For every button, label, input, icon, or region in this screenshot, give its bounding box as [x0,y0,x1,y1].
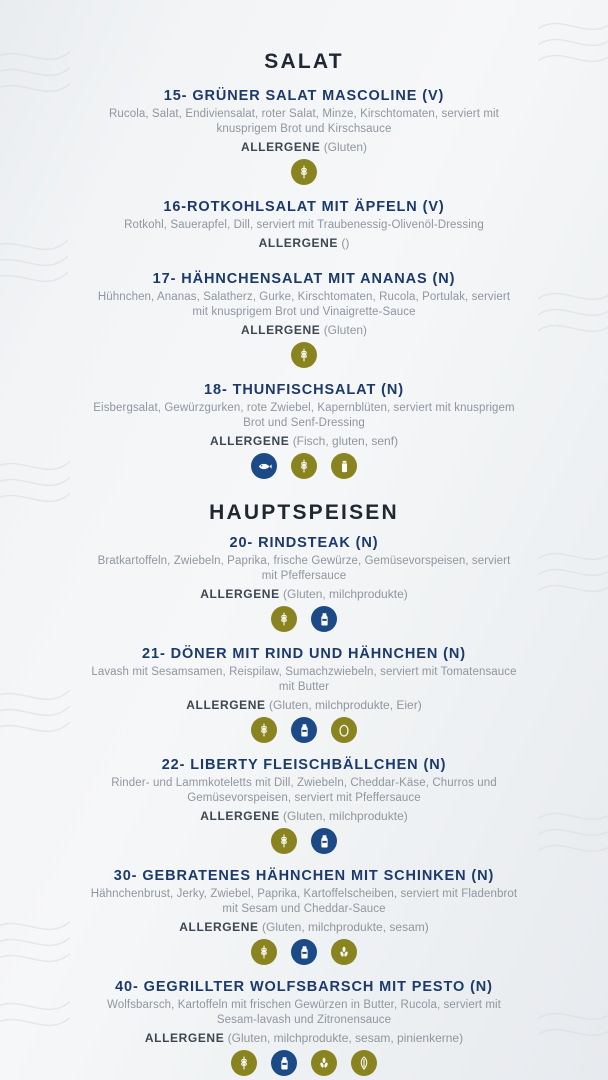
menu-item [40,199,568,257]
gluten-icon [291,342,317,368]
item-name: 18- THUNFISCHSALAT (N) [204,382,404,398]
allergen-icons [40,717,568,743]
fish-icon [251,453,277,479]
item-description: Hühnchen, Ananas, Salatherz, Gurke, Kirschtomaten, Rucola, Portulak, serviert mit knusprigem Brot und Vinaigrette-Sauce [97,291,511,318]
item-description: Lavash mit Sesamsamen, Reispilaw, Sumachzwiebeln, serviert mit Tomatensauce mit Butter [91,666,517,693]
allergen-icons [40,939,568,965]
gluten-icon [291,159,317,185]
item-name: 30- GEBRATENES HÄHNCHEN MIT SCHINKEN (N) [113,868,495,884]
item-name: 40- GEGRILLTER WOLFSBARSCH MIT PESTO (N) [115,979,493,995]
egg-icon [331,717,357,743]
sesame-icon [311,1050,337,1076]
gluten-icon [251,939,277,965]
item-name: 16-ROTKOHLSALAT MIT ÄPFELN (V) [163,199,445,215]
allergene-label: ALLERGENE [186,698,266,712]
allergen-icons [40,159,568,185]
section-title-hauptspeisen: HAUPTSPEISEN [209,501,399,524]
allergene-label: ALLERGENE [240,323,321,337]
allergene-value: (Gluten, milchprodukte) [283,809,408,823]
menu-item [40,535,568,632]
allergene-value: (Gluten, milchprodukte, Eier) [269,698,422,712]
allergene-line [40,323,568,337]
menu-item [40,868,568,965]
allergene-line [40,140,568,154]
item-name: 22- LIBERTY FLEISCHBÄLLCHEN (N) [161,757,447,773]
gluten-icon [231,1050,257,1076]
gluten-icon [271,828,297,854]
allergene-label: ALLERGENE [209,434,290,448]
section-title-salat: SALAT [264,50,344,73]
allergene-label: ALLERGENE [200,587,280,601]
allergen-icons [40,606,568,632]
allergen-icons [40,1050,568,1076]
gluten-icon [291,453,317,479]
gluten-icon [271,606,297,632]
allergene-line [40,434,568,448]
item-description: Hähnchenbrust, Jerky, Zwiebel, Paprika, Kartoffelscheiben, serviert mit Fladenbrot mit Sesam und Cheddar-Sauce [90,888,518,915]
menu-item [40,646,568,743]
menu-item [40,271,568,368]
menu-item [40,382,568,479]
allergene-value: (Gluten, milchprodukte) [283,587,408,601]
mustard-icon [331,453,357,479]
milk-icon [311,828,337,854]
sesame-icon [331,939,357,965]
allergene-value: (Gluten, milchprodukte, sesam, pinienkerne) [227,1031,464,1045]
allergene-line [40,698,568,712]
item-name: 15- GRÜNER SALAT MASCOLINE (V) [163,88,445,104]
allergen-icons [40,255,568,257]
item-name: 17- HÄHNCHENSALAT MIT ANANAS (N) [152,271,456,287]
item-description: Bratkartoffeln, Zwiebeln, Paprika, frische Gewürze, Gemüsevorspeisen, serviert mit Pfeffersauce [97,555,511,582]
milk-icon [291,939,317,965]
allergen-icons [40,453,568,479]
allergene-value: (Gluten, milchprodukte, sesam) [262,920,429,934]
item-name: 21- DÖNER MIT RIND UND HÄHNCHEN (N) [142,646,466,662]
allergene-value: (Gluten) [323,323,368,337]
allergene-value: (Fisch, gluten, senf) [292,434,399,448]
item-description: Rucola, Salat, Endiviensalat, roter Salat, Minze, Kirschtomaten, serviert mit knusprigem Brot und Kirschsauce [109,108,499,135]
menu-item [40,757,568,854]
milk-icon [291,717,317,743]
allergene-line [40,236,568,250]
allergene-label: ALLERGENE [200,809,280,823]
menu-item [40,979,568,1076]
item-description: Wolfsbarsch, Kartoffeln mit frischen Gewürzen in Butter, Rucola, serviert mit Sesam-lavash und Zitronensauce [107,999,501,1026]
item-description: Rinder- und Lammkoteletts mit Dill, Zwiebeln, Cheddar-Käse, Churros und Gemüsevorspeisen, serviert mit Pfeffersauce [111,777,497,804]
menu-item [40,88,568,185]
allergene-line [40,809,568,823]
gluten-icon [251,717,277,743]
allergene-label: ALLERGENE [144,1031,225,1045]
item-description: Rotkohl, Sauerapfel, Dill, serviert mit Traubenessig-Olivenöl-Dressing [124,219,484,231]
nut-icon [351,1050,377,1076]
allergene-label: ALLERGENE [258,236,339,250]
allergene-label: ALLERGENE [179,920,259,934]
allergene-value: (Gluten) [323,140,368,154]
milk-icon [311,606,337,632]
allergene-value: () [341,236,350,250]
allergene-label: ALLERGENE [240,140,321,154]
allergene-line [40,1031,568,1045]
allergen-icons [40,828,568,854]
item-description: Eisbergsalat, Gewürzgurken, rote Zwiebel, Kapernblüten, serviert mit knusprigem Brot und Senf-Dressing [93,402,515,429]
item-name: 20- RINDSTEAK (N) [229,535,379,551]
milk-icon [271,1050,297,1076]
allergen-icons [40,342,568,368]
allergene-line [40,920,568,934]
allergene-line [40,587,568,601]
